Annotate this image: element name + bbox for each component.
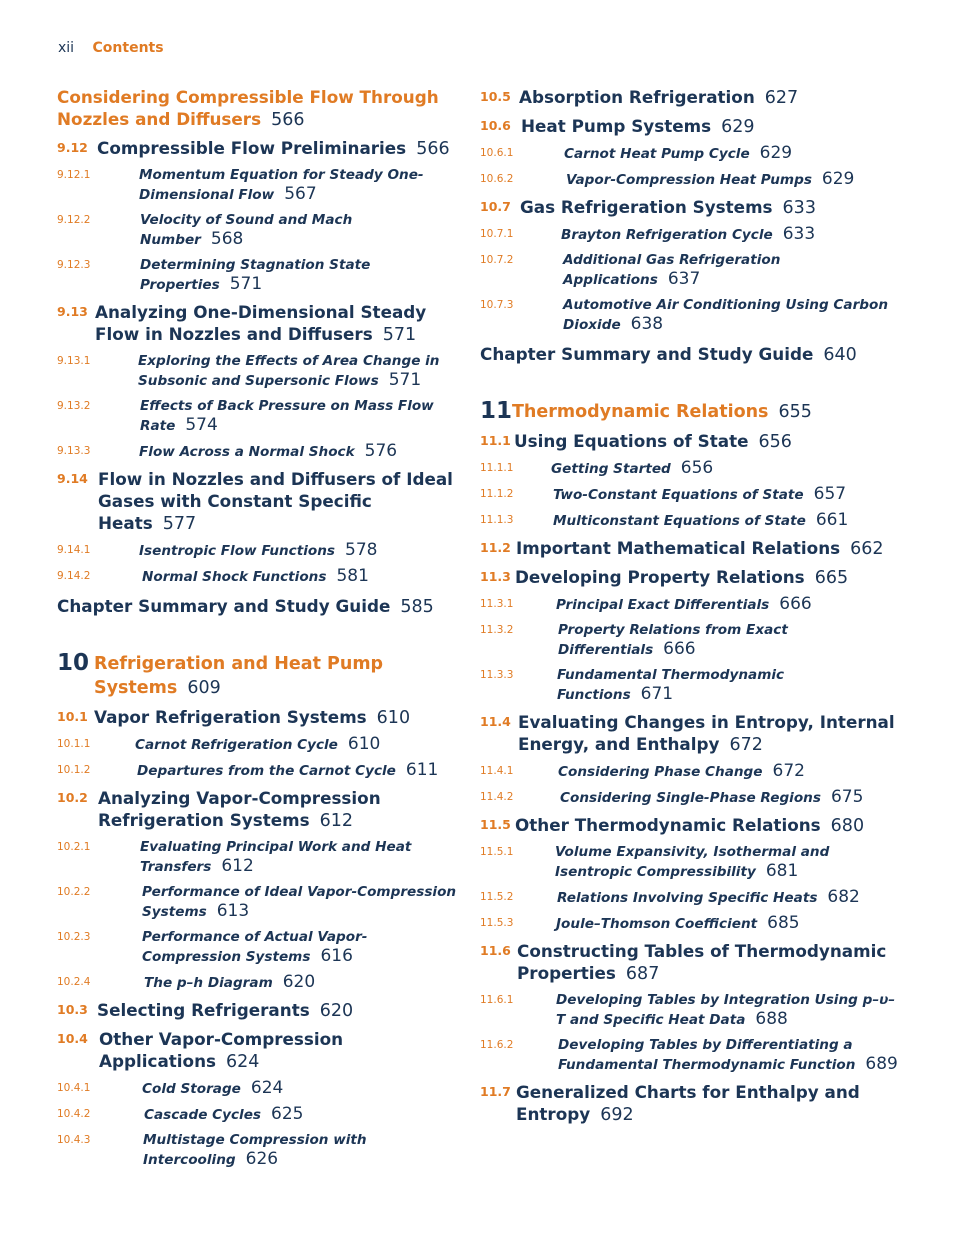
toc-section[interactable] [480, 940, 900, 985]
toc-title [140, 256, 457, 295]
toc-title-text: Important Mathematical Relations [516, 538, 841, 558]
toc-number: 10.1 [57, 709, 88, 724]
toc-subsection[interactable] [480, 485, 900, 505]
toc-page-number: 688 [755, 1009, 788, 1029]
toc-title [99, 1028, 457, 1073]
toc-title-text: Normal Shock Functions [142, 569, 327, 585]
toc-title-text: Brayton Refrigeration Cycle [561, 227, 773, 243]
toc-title-text: Selecting Refrigerants [97, 1000, 310, 1020]
toc-number: 11.3.3 [480, 669, 514, 681]
toc-subsection[interactable] [480, 843, 900, 882]
toc-number: 11.4.2 [480, 791, 514, 803]
toc-number: 9.14.1 [57, 544, 91, 556]
toc-title-text: Constructing Tables of Thermodynamic Properties [517, 941, 887, 983]
toc-subsection[interactable] [57, 883, 457, 922]
toc-title-text: Performance of Actual Vapor-Compression Systems [142, 929, 368, 965]
toc-subsection[interactable] [480, 296, 900, 335]
toc-number: 11.1 [480, 433, 511, 448]
toc-subsection[interactable] [57, 166, 457, 205]
toc-title [560, 788, 900, 808]
toc-page-number: 625 [271, 1104, 304, 1124]
toc-title [558, 621, 900, 660]
toc-page-number: 629 [759, 143, 793, 163]
toc-title-text: Volume Expansivity, Isothermal and Isentropic Compressibility [555, 844, 830, 880]
toc-title [512, 400, 900, 424]
toc-subsection[interactable] [57, 838, 457, 877]
toc-number: 10.4.1 [57, 1082, 91, 1094]
toc-number: 11.5.2 [480, 891, 514, 903]
toc-title-text: Cascade Cycles [144, 1107, 262, 1123]
toc-number: 11.4.1 [480, 765, 514, 777]
toc-title [97, 999, 457, 1022]
toc-subsection[interactable] [57, 973, 457, 993]
toc-page-number: 657 [813, 484, 847, 504]
toc-page-number: 638 [630, 314, 664, 334]
toc-column-left [57, 86, 457, 1170]
toc-number: 11.7 [480, 1084, 511, 1099]
toc-page-number: 624 [226, 1052, 260, 1072]
toc-number: 10.6.1 [480, 147, 514, 159]
toc-section[interactable] [480, 566, 900, 589]
toc-page-number: 692 [600, 1105, 634, 1125]
toc-title-text: Vapor-Compression Heat Pumps [566, 172, 812, 188]
toc-chapter[interactable] [480, 400, 900, 424]
toc-page-number: 576 [364, 441, 398, 461]
toc-page-number: 675 [830, 787, 864, 807]
toc-title-text: Velocity of Sound and Mach Number [140, 212, 353, 248]
toc-page-number: 571 [229, 274, 263, 294]
toc-page-number: 626 [245, 1149, 279, 1169]
toc-subsection[interactable] [480, 225, 900, 245]
toc-page-number: 633 [782, 224, 816, 244]
toc-subsection[interactable] [480, 170, 900, 190]
toc-title-text: Joule–Thomson Coefficient [556, 916, 758, 932]
toc-section[interactable] [57, 86, 457, 131]
toc-title [95, 301, 457, 346]
toc-number: 11.1.2 [480, 488, 514, 500]
toc-title-text: Performance of Ideal Vapor-Compression Systems [142, 884, 457, 920]
toc-number: 9.13.1 [57, 355, 91, 367]
toc-number: 11.5.3 [480, 917, 514, 929]
toc-number: 10.3 [57, 1002, 88, 1017]
toc-page-number: 612 [221, 856, 254, 876]
toc-title-text: Carnot Heat Pump Cycle [564, 146, 750, 162]
toc-number: 10.6.2 [480, 173, 514, 185]
toc-section[interactable] [480, 537, 900, 560]
toc-number: 10.7.2 [480, 254, 514, 266]
toc-title [517, 940, 900, 985]
toc-subsection[interactable] [480, 595, 900, 615]
toc-page-number: 620 [282, 972, 316, 992]
toc-title-text: The p–h Diagram [144, 975, 273, 991]
toc-title-text: Additional Gas Refrigeration Applications [563, 252, 781, 288]
toc-page-number: 629 [721, 117, 755, 137]
toc-page-number: 566 [416, 139, 450, 159]
toc-title [94, 652, 457, 700]
toc-number: 9.13.3 [57, 445, 91, 457]
toc-title-text: Effects of Back Pressure on Mass Flow Rate [140, 398, 434, 434]
toc-subsection[interactable] [57, 1105, 457, 1125]
toc-title [561, 225, 900, 245]
toc-title [514, 430, 900, 453]
toc-page-number: 655 [778, 402, 812, 422]
toc-title [94, 706, 457, 729]
toc-subsection[interactable] [57, 761, 457, 781]
toc-title-text: Determining Stagnation State Properties [140, 257, 371, 293]
toc-title-text: Considering Phase Change [558, 764, 763, 780]
toc-title [98, 468, 457, 535]
toc-page-number: 609 [187, 678, 221, 698]
toc-subsection[interactable] [57, 397, 457, 436]
toc-section[interactable] [57, 137, 457, 160]
toc-section[interactable] [57, 468, 457, 535]
toc-title [144, 1105, 457, 1125]
toc-subsection[interactable] [480, 762, 900, 782]
toc-number: 10.7.3 [480, 299, 514, 311]
toc-number: 9.13.2 [57, 400, 91, 412]
toc-title [97, 137, 457, 160]
toc-page-number: 680 [830, 816, 865, 836]
toc-title-text: Evaluating Principal Work and Heat Transfers [140, 839, 412, 875]
toc-title-text: Gas Refrigeration Systems [520, 197, 773, 217]
toc-page-number: 571 [382, 325, 417, 345]
toc-title-text: Vapor Refrigeration Systems [94, 707, 367, 727]
toc-title-text: Chapter Summary and Study Guide [480, 344, 814, 364]
toc-page-number: 610 [376, 708, 411, 728]
toc-subsection[interactable] [57, 256, 457, 295]
toc-title-text: Generalized Charts for Enthalpy and Entropy [516, 1082, 860, 1124]
toc-number: 11.1.1 [480, 462, 514, 474]
toc-title-text: Multiconstant Equations of State [553, 513, 806, 529]
toc-number: 11.3 [480, 569, 511, 584]
toc-title-text: Automotive Air Conditioning Using Carbon Dioxide [563, 297, 889, 333]
toc-section[interactable] [480, 1081, 900, 1126]
toc-title [142, 1079, 457, 1099]
toc-number: 10.7 [480, 199, 511, 214]
toc-title [515, 566, 900, 589]
toc-number: 11.3.1 [480, 598, 514, 610]
toc-subsection[interactable] [480, 788, 900, 808]
toc-section[interactable] [57, 301, 457, 346]
toc-title [563, 251, 900, 290]
toc-page-number: 665 [814, 568, 849, 588]
toc-page-number: 585 [400, 597, 434, 617]
toc-number: 10.2.4 [57, 976, 91, 988]
toc-title [515, 814, 900, 837]
toc-title [516, 1081, 900, 1126]
toc-title [557, 888, 900, 908]
toc-section[interactable] [480, 814, 900, 837]
toc-section[interactable] [57, 1028, 457, 1073]
toc-section[interactable] [480, 86, 900, 109]
toc-title [556, 991, 900, 1030]
toc-subsection[interactable] [480, 621, 900, 660]
toc-title [558, 1036, 900, 1075]
toc-page-number: 662 [850, 539, 884, 559]
toc-number: 10.2 [57, 790, 88, 805]
toc-number: 11.5 [480, 817, 511, 832]
toc-number: 9.12 [57, 140, 88, 155]
toc-number: 11.1.3 [480, 514, 514, 526]
toc-page-number: 574 [185, 415, 218, 435]
toc-number: 10.4 [57, 1031, 88, 1046]
toc-title-text: Principal Exact Differentials [556, 597, 770, 613]
toc-section[interactable] [57, 999, 457, 1022]
running-head: Contents [92, 40, 164, 56]
toc-page-number: 610 [347, 734, 381, 754]
toc-page-number: 666 [779, 594, 812, 614]
toc-title-text: Considering Compressible Flow Through Nozzles and Diffusers [57, 87, 439, 129]
toc-subsection[interactable] [480, 666, 900, 705]
toc-number: 11.2 [480, 540, 511, 555]
toc-title-text: Momentum Equation for Steady One-Dimensional Flow [139, 167, 424, 203]
toc-number: 9.14.2 [57, 570, 91, 582]
toc-title-text: Thermodynamic Relations [512, 402, 769, 422]
toc-page-number: 687 [625, 964, 660, 984]
toc-title-text: Other Thermodynamic Relations [515, 815, 821, 835]
toc-page-number: 568 [210, 229, 244, 249]
toc-title [137, 761, 457, 781]
toc-page-number: 578 [345, 540, 378, 560]
toc-title [519, 86, 900, 109]
toc-title [143, 1131, 457, 1170]
toc-title-text: Isentropic Flow Functions [139, 543, 336, 559]
toc-title-text: Fundamental Thermodynamic Functions [557, 667, 785, 703]
toc-subsection[interactable] [480, 991, 900, 1030]
toc-title-text: Flow in Nozzles and Diffusers of Ideal Gases with Constant Specific Heats [98, 469, 453, 533]
toc-page-number: 661 [815, 510, 849, 530]
toc-page-number: 577 [162, 514, 197, 534]
toc-subsection[interactable] [57, 442, 457, 462]
toc-title-text: Using Equations of State [514, 431, 749, 451]
toc-section[interactable] [57, 706, 457, 729]
toc-number: 11.4 [480, 714, 511, 729]
toc-title-text: Developing Tables by Integration Using p–υ–T and Specific Heat Data [556, 992, 896, 1028]
toc-number: 11.6.1 [480, 994, 514, 1006]
toc-title-text: Developing Tables by Differentiating a Fundamental Thermodynamic Function [558, 1037, 856, 1073]
toc-section[interactable] [480, 196, 900, 219]
toc-page-number: 656 [758, 432, 792, 452]
toc-section[interactable] [480, 430, 900, 453]
toc-title-text: Chapter Summary and Study Guide [57, 596, 391, 616]
toc-page-number: 613 [216, 901, 250, 921]
toc-number: 11.6 [480, 943, 511, 958]
toc-section[interactable] [480, 115, 900, 138]
toc-number: 11.5.1 [480, 846, 514, 858]
toc-section[interactable] [480, 711, 900, 756]
toc-number: 9.12.3 [57, 259, 91, 271]
toc-title [563, 296, 900, 335]
toc-section[interactable] [480, 343, 900, 366]
toc-page-number: 671 [640, 684, 674, 704]
toc-column-right [480, 86, 900, 1126]
toc-chapter[interactable] [57, 652, 457, 700]
toc-page-number: 627 [764, 88, 799, 108]
toc-title-text: Multistage Compression with Intercooling [143, 1132, 367, 1168]
toc-title-text: Compressible Flow Preliminaries [97, 138, 407, 158]
toc-title [556, 914, 900, 934]
toc-page-number: 640 [823, 345, 857, 365]
toc-title-text: Developing Property Relations [515, 567, 805, 587]
toc-subsection[interactable] [480, 144, 900, 164]
toc-page-number: 616 [320, 946, 353, 966]
toc-page-number: 633 [782, 198, 816, 218]
toc-number: 10.7.1 [480, 228, 514, 240]
toc-title [140, 838, 457, 877]
toc-subsection[interactable] [480, 459, 900, 479]
toc-title [140, 397, 457, 436]
toc-page-number: 566 [271, 110, 305, 130]
toc-title [521, 115, 900, 138]
toc-subsection[interactable] [57, 541, 457, 561]
toc-page-number: 656 [680, 458, 714, 478]
toc-number: 10 [57, 650, 90, 676]
toc-page-number: 620 [319, 1001, 354, 1021]
toc-title [144, 973, 457, 993]
toc-subsection[interactable] [57, 1079, 457, 1099]
toc-number: 11.3.2 [480, 624, 514, 636]
toc-page-number: 624 [250, 1078, 284, 1098]
toc-title [142, 567, 457, 587]
toc-title [57, 595, 457, 618]
toc-title [139, 166, 457, 205]
toc-subsection[interactable] [57, 1131, 457, 1170]
toc-title-text: Considering Single-Phase Regions [560, 790, 821, 806]
toc-page-number: 629 [821, 169, 855, 189]
toc-title-text: Carnot Refrigeration Cycle [135, 737, 338, 753]
toc-title-text: Absorption Refrigeration [519, 87, 755, 107]
toc-title [516, 537, 900, 560]
toc-number: 10.1.1 [57, 738, 91, 750]
toc-title-text: Analyzing One-Dimensional Steady Flow in Nozzles and Diffusers [95, 302, 427, 344]
toc-title-text: Heat Pump Systems [521, 116, 712, 136]
toc-subsection[interactable] [480, 511, 900, 531]
toc-page-number: 581 [336, 566, 369, 586]
toc-number: 10.6 [480, 118, 511, 133]
toc-title-text: Other Vapor-Compression Applications [99, 1029, 344, 1071]
toc-title-text: Flow Across a Normal Shock [139, 444, 355, 460]
toc-title [480, 343, 900, 366]
toc-title [135, 735, 457, 755]
toc-subsection[interactable] [57, 211, 457, 250]
toc-page-number: 681 [765, 861, 799, 881]
toc-number: 9.12.2 [57, 214, 91, 226]
toc-title-text: Two-Constant Equations of State [553, 487, 804, 503]
toc-number: 9.13 [57, 304, 88, 319]
toc-page-number: 612 [319, 811, 354, 831]
toc-number: 11 [480, 398, 513, 424]
toc-page-number: 637 [667, 269, 701, 289]
toc-title [142, 883, 457, 922]
toc-number: 10.5 [480, 89, 511, 104]
toc-subsection[interactable] [480, 1036, 900, 1075]
toc-title [564, 144, 900, 164]
toc-title [555, 843, 900, 882]
toc-title [57, 86, 457, 131]
toc-title [138, 352, 457, 391]
toc-title-text: Getting Started [551, 461, 671, 477]
toc-title [558, 762, 900, 782]
toc-page-number: 682 [827, 887, 860, 907]
toc-title [518, 711, 900, 756]
toc-number: 9.14 [57, 471, 88, 486]
toc-subsection[interactable] [57, 735, 457, 755]
toc-title [551, 459, 900, 479]
toc-title-text: Refrigeration and Heat Pump Systems [94, 654, 384, 698]
toc-title [556, 595, 900, 615]
toc-subsection[interactable] [480, 251, 900, 290]
toc-title [566, 170, 900, 190]
toc-title-text: Relations Involving Specific Heats [557, 890, 818, 906]
toc-number: 10.1.2 [57, 764, 91, 776]
toc-title [557, 666, 900, 705]
toc-number: 10.2.3 [57, 931, 91, 943]
toc-number: 10.2.1 [57, 841, 91, 853]
toc-title-text: Analyzing Vapor-Compression Refrigeration Systems [98, 788, 381, 830]
page-header [58, 40, 164, 56]
toc-page-number: 689 [865, 1054, 898, 1074]
toc-page-number: 672 [772, 761, 805, 781]
toc-title [142, 928, 457, 967]
toc-title [553, 511, 900, 531]
toc-page-number: 685 [767, 913, 800, 933]
toc-title [520, 196, 900, 219]
toc-title-text: Cold Storage [142, 1081, 241, 1097]
toc-number: 11.6.2 [480, 1039, 514, 1051]
toc-title [553, 485, 900, 505]
toc-page-number: 571 [388, 370, 422, 390]
toc-title-text: Evaluating Changes in Entropy, Internal Energy, and Enthalpy [518, 712, 895, 754]
toc-number: 10.2.2 [57, 886, 91, 898]
toc-title-text: Exploring the Effects of Area Change in Subsonic and Supersonic Flows [138, 353, 440, 389]
toc-number: 9.12.1 [57, 169, 91, 181]
toc-page-number: 611 [405, 760, 439, 780]
toc-section[interactable] [57, 787, 457, 832]
toc-number: 10.4.2 [57, 1108, 91, 1120]
toc-subsection[interactable] [480, 914, 900, 934]
toc-subsection[interactable] [57, 567, 457, 587]
toc-section[interactable] [57, 595, 457, 618]
toc-page-number: 567 [284, 184, 317, 204]
toc-title [139, 541, 457, 561]
toc-number: 10.4.3 [57, 1134, 91, 1146]
toc-page-number: 672 [729, 735, 763, 755]
toc-subsection[interactable] [57, 352, 457, 391]
toc-subsection[interactable] [480, 888, 900, 908]
toc-page-number: 666 [663, 639, 696, 659]
toc-title [140, 211, 457, 250]
page-number: xii [58, 40, 75, 56]
toc-subsection[interactable] [57, 928, 457, 967]
toc-title-text: Departures from the Carnot Cycle [137, 763, 396, 779]
toc-title [98, 787, 457, 832]
toc-title [139, 442, 457, 462]
toc-title-text: Property Relations from Exact Differentials [558, 622, 788, 658]
